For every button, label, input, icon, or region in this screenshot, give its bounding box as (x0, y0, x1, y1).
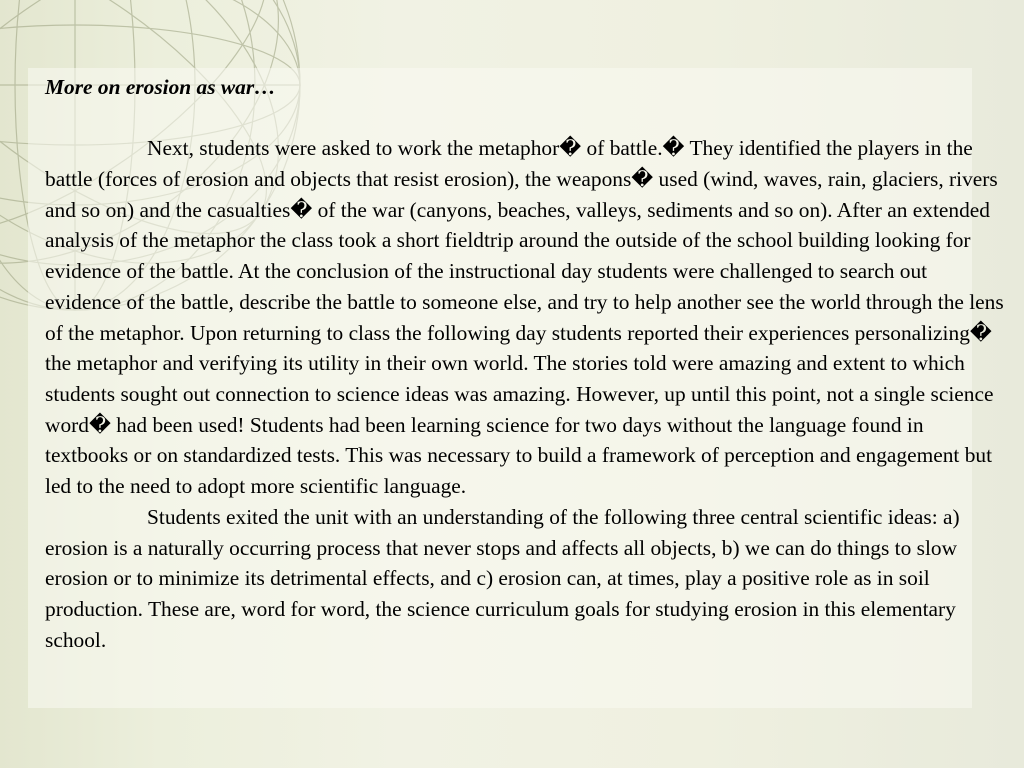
paragraph-1: Next, students were asked to work the metaphor� of battle.� They identified the players in the battle (forces of erosion and objects that resist erosion), the weapons� used (wind, waves, rain, glaciers, rivers and so on) and the casualties� of the war (canyons, beaches, valleys, sediments and so on). After an extended analysis of the metaphor the class took a short fieldtrip around the outside of the school building looking for evidence of the battle. At the conclusion of the instructional day students were challenged to search out evidence of the battle, describe the battle to someone else, and try to help another see the world through the lens of the metaphor. Upon returning to class the following day students reported their experiences personalizing� the metaphor and verifying its utility in their own world. The stories told were amazing and extent to which students sought out connection to science ideas was amazing. However, up until this point, not a single science word� had been used! Students had been learning science for two days without the language found in textbooks or on standardized tests. This was necessary to build a framework of perception and engagement but led to the need to adopt more scientific language. (45, 136, 1004, 499)
slide-title: More on erosion as war… (45, 75, 276, 99)
title-spacer (45, 103, 1005, 134)
slide-body (45, 72, 1005, 655)
paragraph-2: Students exited the unit with an understanding of the following three central scientific ideas: a) erosion is a naturally occurring process that never stops and affects all objects, b) we can do things to slow erosion or to minimize its detrimental effects, and c) erosion can, at times, play a positive role as in soil production. These are, word for word, the science curriculum goals for studying erosion in this elementary school. (45, 504, 960, 652)
